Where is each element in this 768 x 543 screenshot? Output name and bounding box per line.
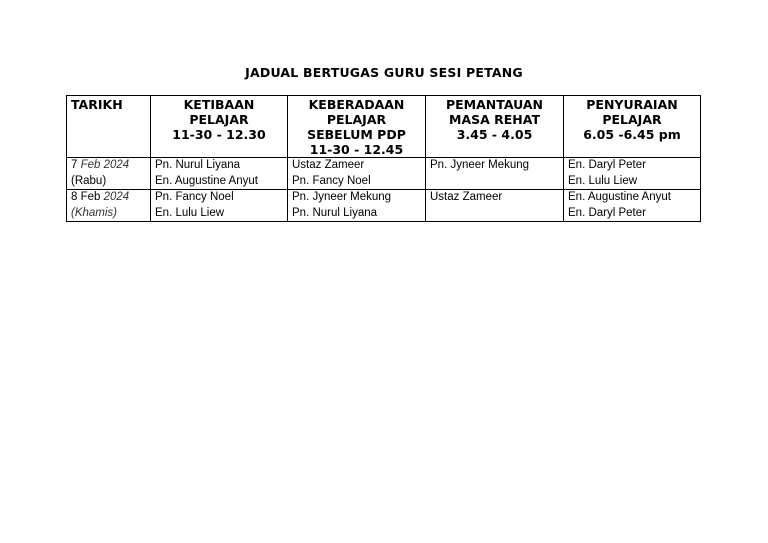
date-cell bbox=[67, 190, 151, 222]
penyuraian-cell bbox=[564, 158, 701, 190]
keberadaan-cell bbox=[288, 158, 426, 190]
header-text: PENYURAIAN bbox=[586, 97, 678, 112]
teacher-name: En. Daryl Peter bbox=[568, 206, 646, 219]
teacher-name: Pn. Nurul Liyana bbox=[292, 206, 378, 219]
date-line bbox=[71, 190, 146, 206]
date-month-year: Feb 2024 bbox=[80, 159, 130, 171]
header-text: TARIKH bbox=[71, 97, 123, 112]
table-row bbox=[67, 158, 701, 190]
teacher-name: En. Daryl Peter bbox=[568, 159, 646, 171]
ketibaan-cell bbox=[151, 158, 288, 190]
ketibaan-cell bbox=[151, 190, 288, 222]
table-row bbox=[67, 190, 701, 222]
pemantauan-cell bbox=[426, 190, 564, 222]
date-cell bbox=[67, 158, 151, 190]
date-month-year: 2024 bbox=[103, 191, 130, 203]
pemantauan-cell bbox=[426, 158, 564, 190]
header-text: PELAJAR bbox=[326, 112, 387, 127]
keberadaan-cell bbox=[288, 190, 426, 222]
header-time: 3.45 - 4.05 bbox=[456, 127, 533, 142]
header-pemantauan bbox=[426, 96, 564, 158]
teacher-name: Pn. Nurul Liyana bbox=[155, 159, 241, 171]
header-text: KEBERADAAN bbox=[308, 97, 405, 112]
teacher-name: Pn. Jyneer Mekung bbox=[292, 191, 392, 203]
teacher-name: Pn. Jyneer Mekung bbox=[430, 159, 530, 171]
header-time: 11-30 - 12.45 bbox=[309, 142, 404, 157]
teacher-name: Ustaz Zameer bbox=[292, 159, 365, 171]
header-keberadaan bbox=[288, 96, 426, 158]
date-weekday: (Rabu) bbox=[71, 174, 107, 187]
header-penyuraian bbox=[564, 96, 701, 158]
teacher-name: Ustaz Zameer bbox=[430, 191, 503, 203]
header-text: PELAJAR bbox=[602, 112, 662, 127]
teacher-name: Pn. Fancy Noel bbox=[292, 174, 371, 187]
teacher-name: En. Augustine Anyut bbox=[568, 191, 671, 203]
header-row bbox=[67, 96, 701, 158]
teacher-name: En. Lulu Liew bbox=[568, 174, 638, 187]
header-time: 6.05 -6.45 pm bbox=[583, 127, 681, 142]
teacher-name: En. Lulu Liew bbox=[155, 206, 225, 219]
header-text: PEMANTAUAN bbox=[445, 97, 544, 112]
header-text: MASA REHAT bbox=[449, 112, 540, 127]
date-day: 8 Feb bbox=[71, 191, 101, 203]
document-title: JADUAL BERTUGAS GURU SESI PETANG bbox=[245, 65, 523, 80]
teacher-name: Pn. Fancy Noel bbox=[155, 191, 234, 203]
header-ketibaan bbox=[151, 96, 288, 158]
header-text: KETIBAAN bbox=[183, 97, 255, 112]
header-text: SEBELUM PDP bbox=[307, 127, 406, 142]
date-line bbox=[71, 158, 146, 174]
duty-roster-table bbox=[66, 95, 701, 222]
date-weekday: (Khamis) bbox=[71, 206, 118, 219]
date-day: 7 bbox=[71, 159, 78, 171]
header-tarikh bbox=[67, 96, 151, 158]
header-time: 11-30 - 12.30 bbox=[172, 127, 266, 142]
teacher-name: En. Augustine Anyut bbox=[155, 174, 258, 187]
header-text: PELAJAR bbox=[189, 112, 249, 127]
penyuraian-cell bbox=[564, 190, 701, 222]
